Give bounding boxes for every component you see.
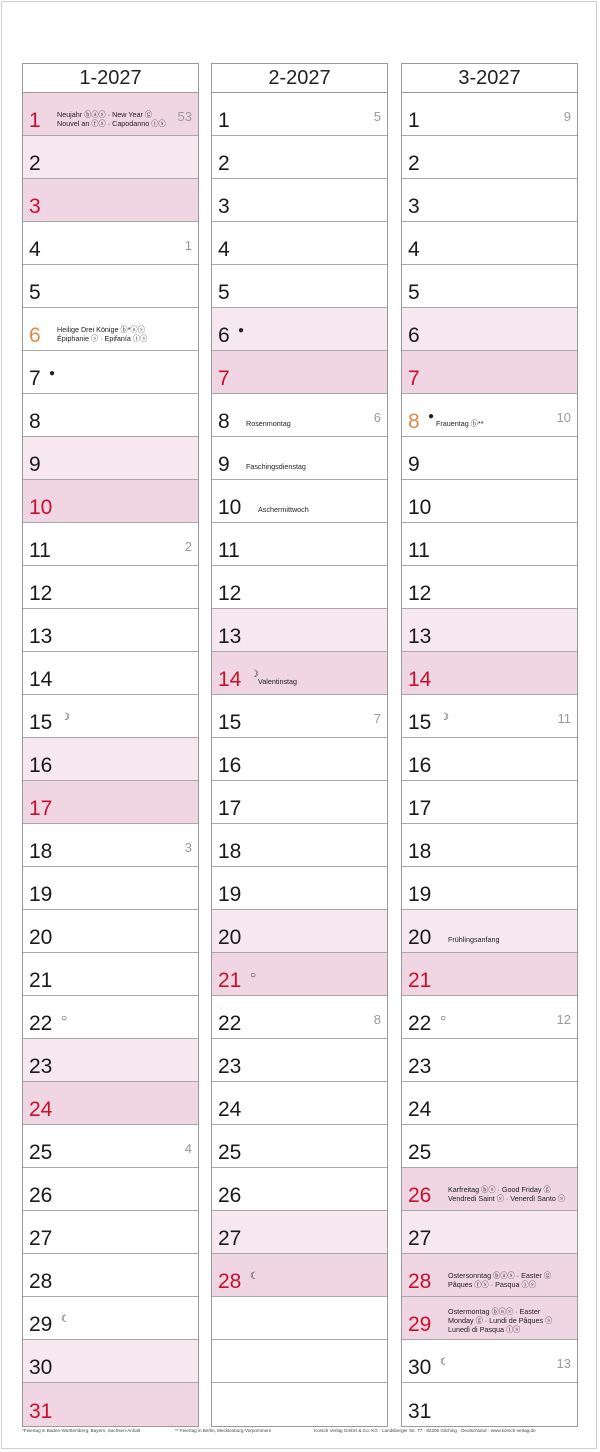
moon-phase-icon: ☾	[440, 1357, 449, 1368]
day-number: 22	[29, 1012, 53, 1035]
day-row	[402, 308, 577, 351]
day-number: 2	[218, 152, 230, 175]
day-number: 3	[408, 195, 420, 218]
month-title: 1-2027	[23, 64, 198, 93]
day-number: 28	[29, 1270, 53, 1293]
day-number: 28	[408, 1270, 432, 1293]
moon-phase-icon: ○	[250, 970, 257, 981]
moon-phase-icon: ☾	[61, 1314, 70, 1325]
day-row	[212, 953, 387, 996]
holiday-note	[258, 505, 309, 514]
day-number: 24	[29, 1098, 53, 1121]
day-number: 12	[29, 582, 53, 605]
holiday-note	[448, 1185, 565, 1203]
holiday-note	[57, 110, 166, 128]
day-number: 21	[29, 969, 53, 992]
day-number: 4	[29, 238, 41, 261]
holiday-note	[448, 1271, 551, 1289]
day-number: 4	[408, 238, 420, 261]
day-row	[402, 394, 577, 437]
day-row	[402, 222, 577, 265]
week-number: 7	[373, 711, 381, 726]
day-number: 26	[218, 1184, 242, 1207]
day-row	[212, 351, 387, 394]
day-number: 2	[29, 152, 41, 175]
holiday-note-line: Nouvel an ⓕⓢ · Capodanno ⓘⓢ	[57, 119, 166, 128]
day-row	[402, 1340, 577, 1383]
day-number: 12	[408, 582, 432, 605]
holiday-note-line: Heilige Drei Könige ⓑ*ⓐⓢ	[57, 325, 145, 334]
day-number: 24	[408, 1098, 432, 1121]
day-row	[402, 996, 577, 1039]
day-number: 10	[408, 496, 432, 519]
day-number: 27	[29, 1227, 53, 1250]
day-number: 8	[408, 410, 420, 433]
day-number: 16	[29, 754, 53, 777]
holiday-note	[246, 419, 291, 428]
day-row	[212, 996, 387, 1039]
day-number: 25	[218, 1141, 242, 1164]
day-number: 2	[408, 152, 420, 175]
moon-phase-icon: ●	[238, 325, 245, 336]
day-number: 27	[218, 1227, 242, 1250]
day-row	[23, 996, 198, 1039]
day-number: 31	[29, 1400, 53, 1423]
week-number: 9	[563, 109, 571, 124]
day-number: 14	[408, 668, 432, 691]
day-number: 3	[29, 195, 41, 218]
holiday-note-line: Faschingsdienstag	[246, 462, 306, 471]
week-number: 10	[556, 410, 571, 425]
day-row	[23, 867, 198, 910]
moon-phase-icon: ●	[428, 411, 435, 422]
day-number: 7	[29, 367, 41, 390]
holiday-note-line: Épiphanie ⓢ · Epifanía ⓘⓢ	[57, 334, 148, 343]
holiday-note-line: Pâques ⓕⓢ · Pasqua ⓘⓢ	[448, 1280, 536, 1289]
day-row	[23, 1125, 198, 1168]
day-row	[23, 652, 198, 695]
day-number: 31	[408, 1400, 432, 1423]
day-row	[212, 1039, 387, 1082]
day-number: 10	[29, 496, 53, 519]
day-row	[402, 480, 577, 523]
day-row	[402, 1168, 577, 1211]
holiday-note-line: Vendredi Saint ⓢ · Venerdì Santo ⓢ	[448, 1194, 566, 1203]
day-row	[212, 437, 387, 480]
day-row	[23, 695, 198, 738]
day-number: 6	[218, 324, 230, 347]
day-row	[402, 523, 577, 566]
day-row	[23, 93, 198, 136]
day-row	[212, 1082, 387, 1125]
day-row	[212, 93, 387, 136]
month-column-3	[401, 63, 578, 1427]
holiday-note-line: Lunedì di Pasqua ⓘⓢ	[448, 1325, 521, 1334]
day-number: 7	[408, 367, 420, 390]
day-number: 23	[408, 1055, 432, 1078]
holiday-note-line: Ostermontag ⓑⓐⓢ · Easter	[448, 1307, 541, 1316]
day-row	[402, 437, 577, 480]
day-number: 13	[218, 625, 242, 648]
holiday-note-line: Neujahr ⓑⓐⓢ · New Year ⓖ	[57, 110, 153, 119]
moon-phase-icon: ○	[440, 1013, 447, 1024]
day-number: 9	[29, 453, 41, 476]
day-row	[23, 437, 198, 480]
day-number: 19	[408, 883, 432, 906]
footnote-berlin: ** Feiertag in Berlin, Mecklenburg-Vorpommern	[175, 1428, 272, 1433]
day-number: 16	[408, 754, 432, 777]
day-row	[212, 265, 387, 308]
day-row	[23, 910, 198, 953]
day-row	[23, 953, 198, 996]
day-number: 20	[218, 926, 242, 949]
day-number: 5	[29, 281, 41, 304]
day-number: 3	[218, 195, 230, 218]
day-row	[212, 1168, 387, 1211]
day-row	[23, 222, 198, 265]
holiday-note	[57, 325, 147, 343]
day-row	[23, 265, 198, 308]
week-number: 1	[184, 238, 192, 253]
day-row	[212, 609, 387, 652]
day-row	[23, 523, 198, 566]
week-number: 2	[184, 539, 192, 554]
day-number: 1	[218, 109, 230, 132]
day-row	[402, 179, 577, 222]
day-row	[402, 1039, 577, 1082]
day-row	[23, 480, 198, 523]
day-number: 23	[218, 1055, 242, 1078]
day-number: 25	[408, 1141, 432, 1164]
day-row	[212, 1211, 387, 1254]
day-row	[23, 781, 198, 824]
day-row	[402, 953, 577, 996]
day-number: 5	[408, 281, 420, 304]
day-row	[23, 394, 198, 437]
day-number: 13	[29, 625, 53, 648]
day-row	[402, 867, 577, 910]
day-number: 22	[218, 1012, 242, 1035]
day-row	[23, 179, 198, 222]
day-row	[212, 867, 387, 910]
moon-phase-icon: ●	[49, 368, 56, 379]
day-row	[212, 394, 387, 437]
month-column-1	[22, 63, 199, 1427]
day-row	[23, 351, 198, 394]
day-number: 6	[408, 324, 420, 347]
day-number: 15	[29, 711, 53, 734]
day-number: 9	[218, 453, 230, 476]
day-number: 16	[218, 754, 242, 777]
holiday-note	[246, 462, 306, 471]
day-row	[212, 136, 387, 179]
day-number: 15	[408, 711, 432, 734]
day-number: 1	[29, 109, 41, 132]
day-row	[212, 222, 387, 265]
day-row	[212, 824, 387, 867]
month-title: 2-2027	[212, 64, 387, 93]
week-number: 8	[373, 1012, 381, 1027]
moon-phase-icon: ☽	[250, 669, 259, 680]
day-row	[23, 1297, 198, 1340]
day-number: 15	[218, 711, 242, 734]
day-row	[212, 179, 387, 222]
day-row	[23, 566, 198, 609]
day-number: 17	[218, 797, 242, 820]
day-number: 11	[218, 539, 240, 562]
day-number: 13	[408, 625, 432, 648]
holiday-note-line: Ostersonntag ⓑⓐⓢ · Easter ⓖ	[448, 1271, 552, 1280]
holiday-note-line: Aschermittwoch	[258, 505, 309, 514]
month-column-2	[211, 63, 388, 1427]
week-number: 6	[373, 410, 381, 425]
week-number: 4	[184, 1141, 192, 1156]
day-row	[23, 136, 198, 179]
day-row	[212, 1254, 387, 1297]
day-number: 12	[218, 582, 242, 605]
day-row	[402, 566, 577, 609]
day-row	[23, 1340, 198, 1383]
week-number: 11	[557, 711, 571, 726]
day-number: 9	[408, 453, 420, 476]
holiday-note	[436, 419, 484, 428]
footnote-bavaria: *Feiertag in Baden-Württemberg, Bayern, Sachsen-Anhalt	[22, 1428, 141, 1433]
day-number: 26	[29, 1184, 53, 1207]
day-row	[23, 308, 198, 351]
day-row	[402, 824, 577, 867]
day-number: 10	[218, 496, 242, 519]
day-row	[402, 781, 577, 824]
day-row	[23, 1211, 198, 1254]
day-number: 20	[408, 926, 432, 949]
day-number: 29	[408, 1313, 432, 1336]
day-row	[23, 1168, 198, 1211]
day-row	[212, 480, 387, 523]
week-number: 13	[556, 1356, 571, 1371]
day-number: 30	[29, 1356, 53, 1379]
day-number: 18	[218, 840, 242, 863]
month-title: 3-2027	[402, 64, 577, 93]
publisher-imprint: Korsch Verlag GmbH & Co. KG · Landsberger Str. 77 · 82205 Gilching · Deutschland · www.korsch-verlag.de	[314, 1428, 536, 1433]
day-number: 21	[408, 969, 432, 992]
day-number: 28	[218, 1270, 242, 1293]
day-number: 8	[29, 410, 41, 433]
day-row	[402, 738, 577, 781]
week-number: 12	[556, 1012, 571, 1027]
day-number: 19	[218, 883, 242, 906]
day-row	[212, 523, 387, 566]
week-number: 3	[184, 840, 192, 855]
moon-phase-icon: ○	[61, 1013, 68, 1024]
holiday-note-line: Valentinstag	[258, 677, 298, 686]
day-number: 21	[218, 969, 242, 992]
day-row	[212, 695, 387, 738]
day-row	[402, 265, 577, 308]
day-row	[212, 1340, 387, 1383]
holiday-note-line: Karfreitag ⓑⓢ · Good Friday ⓖ	[448, 1185, 551, 1194]
day-row	[402, 695, 577, 738]
day-number: 17	[408, 797, 432, 820]
holiday-note-line: Rosenmontag	[246, 419, 291, 428]
day-row	[402, 93, 577, 136]
day-number: 1	[408, 109, 420, 132]
day-number: 14	[29, 668, 53, 691]
day-number: 6	[29, 324, 41, 347]
day-row	[402, 351, 577, 394]
day-row	[212, 781, 387, 824]
day-number: 14	[218, 668, 242, 691]
day-row	[23, 1254, 198, 1297]
day-row	[212, 1297, 387, 1340]
day-row	[212, 308, 387, 351]
day-number: 24	[218, 1098, 242, 1121]
day-row	[23, 824, 198, 867]
day-row	[212, 566, 387, 609]
day-row	[402, 652, 577, 695]
day-number: 18	[408, 840, 432, 863]
week-number: 53	[177, 109, 192, 124]
week-number: 5	[373, 109, 381, 124]
day-row	[402, 1254, 577, 1297]
day-row	[23, 1039, 198, 1082]
day-number: 18	[29, 840, 53, 863]
holiday-note	[448, 935, 500, 944]
holiday-note-line: Monday ⓖ · Lundi de Pâques ⓢ	[448, 1316, 553, 1325]
day-row	[402, 1125, 577, 1168]
day-number: 29	[29, 1313, 53, 1336]
day-row	[402, 910, 577, 953]
day-number: 20	[29, 926, 53, 949]
day-number: 22	[408, 1012, 432, 1035]
day-row	[212, 1125, 387, 1168]
day-number: 30	[408, 1356, 432, 1379]
day-row	[212, 1383, 387, 1426]
day-row	[402, 1383, 577, 1426]
day-number: 23	[29, 1055, 53, 1078]
holiday-note	[448, 1307, 552, 1334]
day-row	[402, 1297, 577, 1340]
day-number: 5	[218, 281, 230, 304]
day-number: 11	[408, 539, 430, 562]
day-number: 7	[218, 367, 230, 390]
day-number: 11	[29, 539, 51, 562]
day-row	[402, 1211, 577, 1254]
holiday-note-line: Frühlingsanfang	[448, 935, 500, 944]
day-row	[23, 1383, 198, 1426]
moon-phase-icon: ☽	[440, 712, 449, 723]
day-number: 8	[218, 410, 230, 433]
day-row	[402, 1082, 577, 1125]
day-row	[212, 652, 387, 695]
day-number: 27	[408, 1227, 432, 1250]
day-row	[23, 738, 198, 781]
moon-phase-icon: ☽	[61, 712, 70, 723]
day-row	[23, 1082, 198, 1125]
day-number: 25	[29, 1141, 53, 1164]
day-number: 4	[218, 238, 230, 261]
day-number: 26	[408, 1184, 432, 1207]
holiday-note-line: Frauentag ⓑ**	[436, 419, 484, 428]
moon-phase-icon: ☾	[250, 1271, 259, 1282]
day-row	[212, 738, 387, 781]
holiday-note	[258, 677, 297, 686]
day-row	[402, 609, 577, 652]
day-number: 19	[29, 883, 53, 906]
day-row	[212, 910, 387, 953]
day-row	[23, 609, 198, 652]
day-row	[402, 136, 577, 179]
day-number: 17	[29, 797, 53, 820]
